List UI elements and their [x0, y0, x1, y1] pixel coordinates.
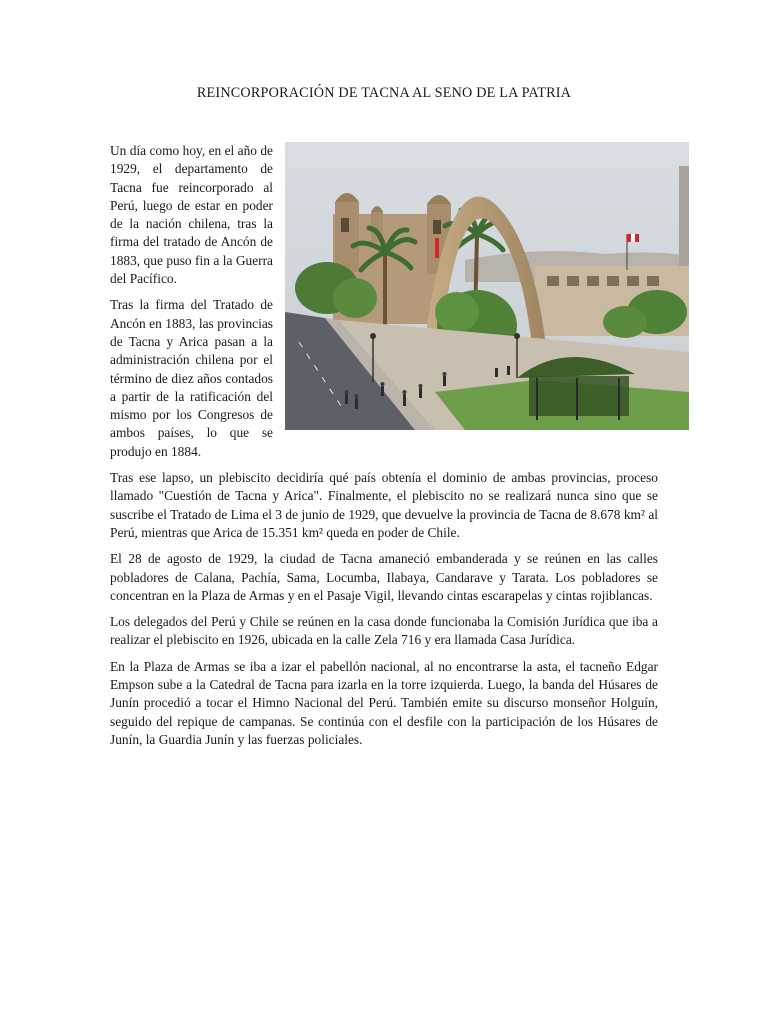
paragraph-5: Los delegados del Perú y Chile se reúnen en la casa donde funcionaba la Comisión Jurídica que iba a realizar el plebiscito en 1926, ubicada en la calle Zela 716 y era llamada Casa Jurídica.: [110, 614, 658, 648]
paragraph-1: Un día como hoy, en el año de 1929, el departamento de Tacna fue reincorporado al Perú, luego de estar en poder de la nación chilena, tras la firma del tratado de Ancón de 1883, que puso fin a la Guerra del Pacífico.: [110, 143, 273, 287]
plaza-de-armas-photo: [285, 142, 689, 430]
paragraph-6: En la Plaza de Armas se iba a izar el pabellón nacional, al no encontrarse la asta, el tacneño Edgar Empson sube a la Catedral de Tacna para izarla en la torre izquierda. Luego, la banda del Húsares de Junín procedió a tocar el Himno Nacional del Perú. También emite su discurso monseñor Holguín, seguido del repique de campanas. Se continúa con el desfile con la participación de los Húsares de Junín, la Guardia Junín y las fuerzas policiales.: [110, 658, 658, 747]
document-body: [110, 142, 658, 757]
paragraph-2: Tras la firma del Tratado de Ancón en 1883, las provincias de Tacna y Arica pasan a la administración chilena por el término de diez años contados a partir de la ratificación del mismo por los Congresos de ambos países, lo que se produjo en 1884.: [110, 297, 273, 459]
document-title: REINCORPORACIÓN DE TACNA AL SENO DE LA PATRIA: [196, 85, 572, 101]
paragraph-3: Tras ese lapso, un plebiscito decidiría qué país obtenía el dominio de ambas provincias, proceso llamado "Cuestión de Tacna y Arica". Finalmente, el plebiscito no se realizará nunca sino que se suscribe el Tratado de Lima el 3 de junio de 1929, que devuelve la provincia de Tacna de 8.678 km² al Perú, mientras que Arica de 15.351 km² queda en poder de Chile.: [110, 470, 658, 540]
paragraph-4: El 28 de agosto de 1929, la ciudad de Tacna amaneció embanderada y se reúnen en las calles pobladores de Calana, Pachía, Sama, Locumba, Ilabaya, Candarave y Tarata. Los pobladores se concentran en la Plaza de Armas y en el Pasaje Vigil, llevando cintas escarapelas y cintas rojiblancas.: [110, 551, 658, 603]
